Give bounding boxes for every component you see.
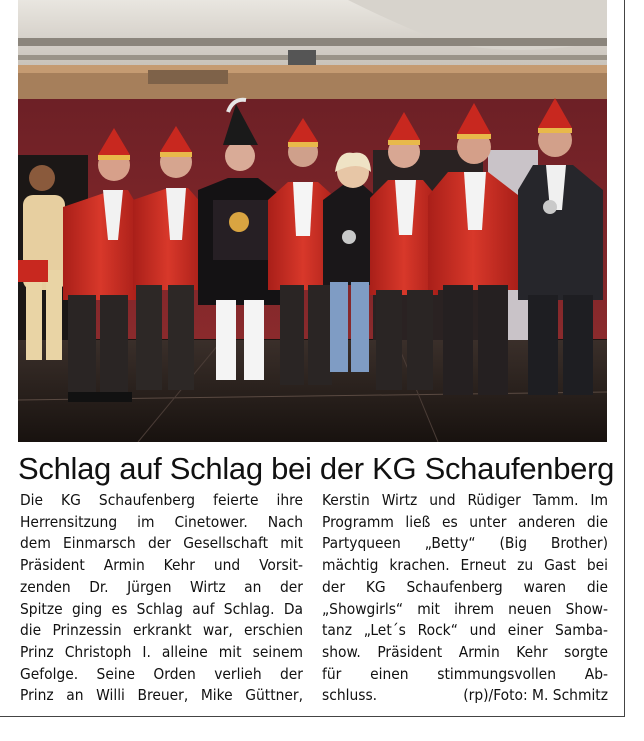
text-line: Prinz an Willi Breuer, Mike Güttner, <box>20 686 303 705</box>
text-line: zenden Dr. Jürgen Wirtz an der <box>20 577 303 596</box>
text-line: Partyqueen „Betty“ (Big Brother) <box>322 534 608 553</box>
article-body-right-column <box>322 490 608 707</box>
last-line <box>322 685 608 707</box>
photo-credit: (rp)/Foto: M. Schmitz <box>463 686 608 705</box>
text-line: schluss. <box>322 686 378 705</box>
text-line: dem Einmarsch der Gesellschaft mit <box>20 534 303 553</box>
text-line: Prinz Christoph I. alleine mit seinem <box>20 642 303 661</box>
text-line: Gefolge. Seine Orden verlieh der <box>20 664 303 683</box>
text-line: tanz „Let´s Rock“ und einer Samba- <box>322 621 608 640</box>
text-line: Spitze ging es Schlag auf Schlag. Da <box>20 599 303 618</box>
text-line: show. Präsident Armin Kehr sorgte <box>322 642 608 661</box>
article-photo <box>18 0 607 442</box>
article-headline: Schlag auf Schlag bei der KG Schaufenberg <box>18 451 615 486</box>
text-line: der KG Schaufenberg waren die <box>322 577 608 596</box>
text-line: Herrensitzung im Cinetower. Nach <box>20 512 303 531</box>
text-line: Kerstin Wirtz und Rüdiger Tamm. Im <box>322 491 608 509</box>
text-line: Die KG Schaufenberg feierte ihre <box>20 491 303 509</box>
text-line: „Showgirls“ mit ihrem neuen Show- <box>322 599 608 618</box>
text-line: die Prinzessin erkrankt war, erschien <box>20 621 303 640</box>
article-body-left-column <box>20 490 303 707</box>
article-paragraph-right <box>322 490 608 707</box>
text-line: mächtig krachen. Erneut zu Gast bei <box>322 556 608 575</box>
text-line: für einen stimmungsvollen Ab- <box>322 664 608 683</box>
text-line: Präsident Armin Kehr und Vorsit- <box>20 556 303 575</box>
text-line: Programm ließ es unter anderen die <box>322 512 608 531</box>
article-paragraph-left <box>20 490 303 707</box>
